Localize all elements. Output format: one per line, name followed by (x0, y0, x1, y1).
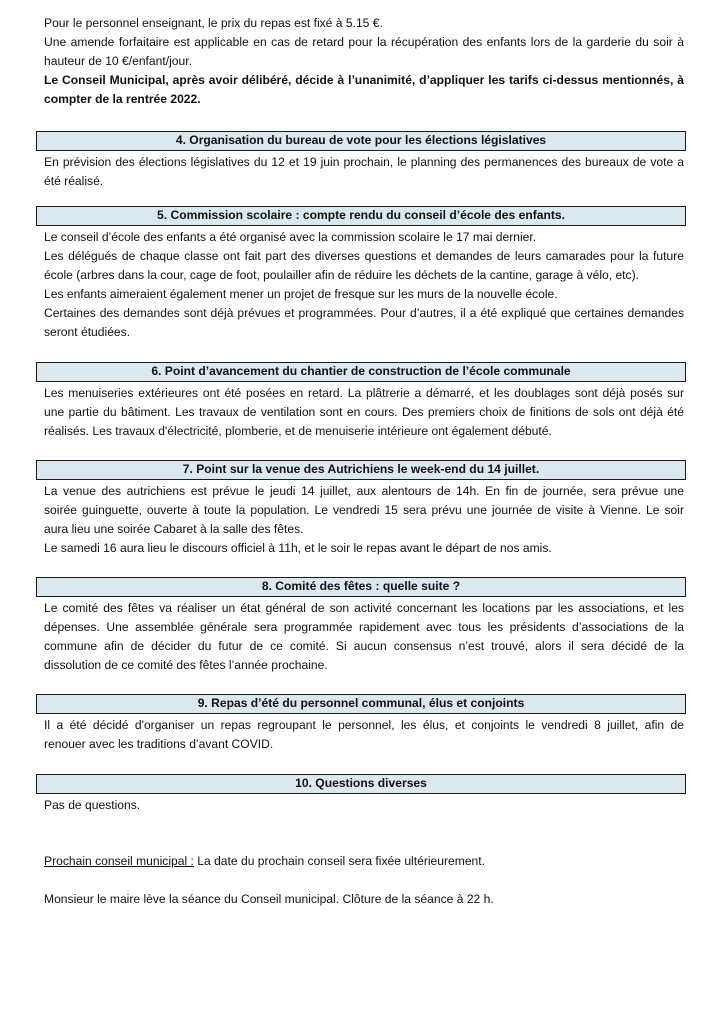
intro-line-2: Une amende forfaitaire est applicable en cas de retard pour la récupération des enfants lors de la garderie du soir à (44, 35, 684, 49)
section-8-line-1: Le comité des fêtes va réaliser un état général de son activité concernant les locations par les associations, et les (44, 601, 684, 615)
section-5-line-6: seront étudiées. (44, 325, 131, 339)
section-6-line-2: une partie du bâtiment. Les travaux de ventilation sont en cours. Des premiers choix de finitions de sols ont déjà été (44, 405, 684, 419)
intro-resolution-line-2: compter de la rentrée 2022. (44, 92, 201, 106)
section-8-line-2: dépenses. Une assemblée générale sera programmée rapidement avec tous les présidents d’associations de la (44, 620, 684, 634)
section-5-line-4: Les enfants aimeraient également mener un projet de fresque sur les murs de la nouvelle école. (44, 287, 558, 301)
section-5-header: 5. Commission scolaire : compte rendu du conseil d’école des enfants. (36, 206, 686, 226)
intro-resolution-line-1: Le Conseil Municipal, après avoir délibéré, décide à l’unanimité, d’appliquer les tarifs ci-dessus mentionnés, à (44, 73, 684, 87)
section-4-line-2: été réalisé. (44, 174, 104, 188)
section-5-line-5: Certaines des demandes sont déjà prévues et programmées. Pour d’autres, il a été expliqué que certaines demandes (44, 306, 684, 320)
next-council-line (44, 852, 684, 871)
closing-line: Monsieur le maire lève la séance du Conseil municipal. Clôture de la séance à 22 h. (44, 892, 494, 906)
section-5-line-2: Les délégués de chaque classe ont fait part des diverses questions et demandes de leurs camarades pour la future (44, 249, 684, 263)
intro-line-3: hauteur de 10 €/enfant/jour. (44, 54, 192, 68)
section-7-line-1: La venue des autrichiens est prévue le jeudi 14 juillet, aux alentours de 14h. En fin de journée, sera prévue une (44, 484, 684, 498)
section-7-line-2: soirée guinguette, ouverte à toute la population. Le vendredi 15 sera prévu une journée de visite à Vienne. Le soir (44, 503, 684, 517)
section-10-header: 10. Questions diverses (36, 774, 686, 794)
intro-line-1: Pour le personnel enseignant, le prix du repas est fixé à 5.15 €. (44, 16, 383, 30)
section-9-line-1: Il a été décidé d'organiser un repas regroupant le personnel, les élus, et conjoints le vendredi 8 juillet, afin de (44, 718, 684, 732)
section-5-line-1: Le conseil d’école des enfants a été organisé avec la commission scolaire le 17 mai dernier. (44, 230, 537, 244)
section-6-line-1: Les menuiseries extérieures ont été posées en retard. La plâtrerie a démarré, et les doublages sont déjà posés sur (44, 386, 684, 400)
section-7-line-3: aura lieu une soirée Cabaret à la salle des fêtes. (44, 522, 304, 536)
section-4-line-1: En prévision des élections législatives du 12 et 19 juin prochain, le planning des permanences des bureaux de vote a (44, 155, 684, 169)
section-8-line-4: dissolution de ce comité des fêtes l’année prochaine. (44, 658, 328, 672)
section-9-line-2: renouer avec les traditions d’avant COVID. (44, 737, 274, 751)
next-council-text: La date du prochain conseil sera fixée ultérieurement. (193, 854, 486, 868)
section-5-line-3: école (arbres dans la cour, cage de foot, poulailler afin de réduire les déchets de la cantine, garage à vélo, etc). (44, 268, 639, 282)
section-9-header: 9. Repas d’été du personnel communal, élus et conjoints (36, 694, 686, 714)
section-4-header: 4. Organisation du bureau de vote pour les élections législatives (36, 131, 686, 151)
section-6-line-3: réalisés. Les travaux d'électricité, plomberie, et de menuiserie intérieure ont également débuté. (44, 424, 552, 438)
section-7-header: 7. Point sur la venue des Autrichiens le week-end du 14 juillet. (36, 460, 686, 480)
section-8-line-3: commune afin de décider du futur de ce comité. Si aucun consensus n’est trouvé, alors il sera décidé de la (44, 639, 684, 653)
section-10-line-1: Pas de questions. (44, 798, 141, 812)
section-7-line-4: Le samedi 16 aura lieu le discours officiel à 11h, et le soir le repas avant le départ de nos amis. (44, 541, 552, 555)
section-6-header: 6. Point d’avancement du chantier de construction de l’école communale (36, 362, 686, 382)
next-council-label: Prochain conseil municipal : (44, 854, 194, 868)
section-8-header: 8. Comité des fêtes : quelle suite ? (36, 577, 686, 597)
